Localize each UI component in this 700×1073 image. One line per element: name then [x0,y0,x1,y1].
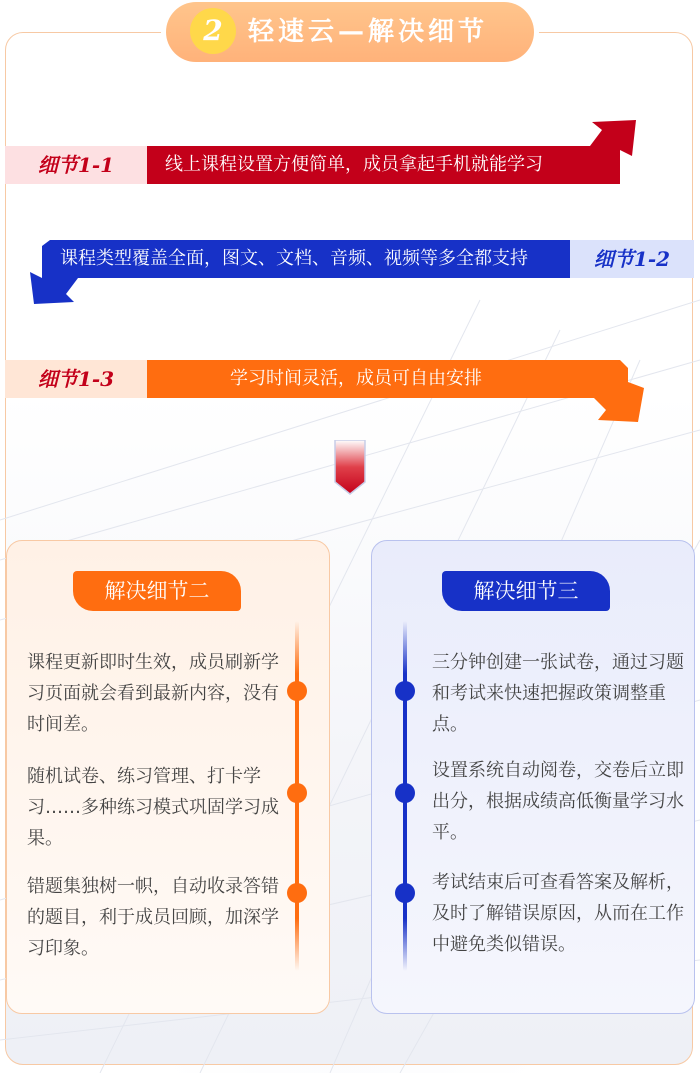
detail-1-3-text: 学习时间灵活，成员可自由安排 [230,368,482,389]
solution-card-three [371,540,695,1014]
card-item: 随机试卷、练习管理、打卡学习……多种练习模式巩固学习成果。 [27,766,279,849]
card-item: 错题集独树一帜，自动收录答错的题目，利于成员回顾，加深学习印象。 [27,876,279,959]
card-item: 考试结束后可查看答案及解析，及时了解错误原因，从而在工作中避免类似错误。 [432,872,684,955]
timeline-dot [395,681,415,701]
card-title: 解决细节二 [73,571,241,611]
detail-1-3-tag: 细节1-3 [37,367,115,391]
detail-1-1-text: 线上课程设置方便简单，成员拿起手机就能学习 [165,154,543,175]
card-item: 设置系统自动阅卷，交卷后立即出分，根据成绩高低衡量学习水平。 [432,760,684,843]
timeline-dot [395,783,415,803]
detail-1-2-tag: 细节1-2 [593,247,671,271]
solution-card-two [6,540,330,1014]
detail-1-2-text: 课程类型覆盖全面，图文、文档、音频、视频等多全都支持 [60,248,528,269]
card-item: 三分钟创建一张试卷，通过习题和考试来快速把握政策调整重点。 [432,652,684,735]
logo-icon: 2 [190,8,236,54]
timeline-dot [287,681,307,701]
timeline-dot [395,883,415,903]
timeline-dot [287,783,307,803]
down-arrow-icon [333,440,367,496]
card-item: 课程更新即时生效，成员刷新学习页面就会看到最新内容，没有时间差。 [27,652,279,735]
timeline-dot [287,883,307,903]
page-title: 轻速云—解决细节 [248,17,489,47]
card-title: 解决细节三 [442,571,610,611]
detail-1-1-tag: 细节1-1 [37,153,115,177]
